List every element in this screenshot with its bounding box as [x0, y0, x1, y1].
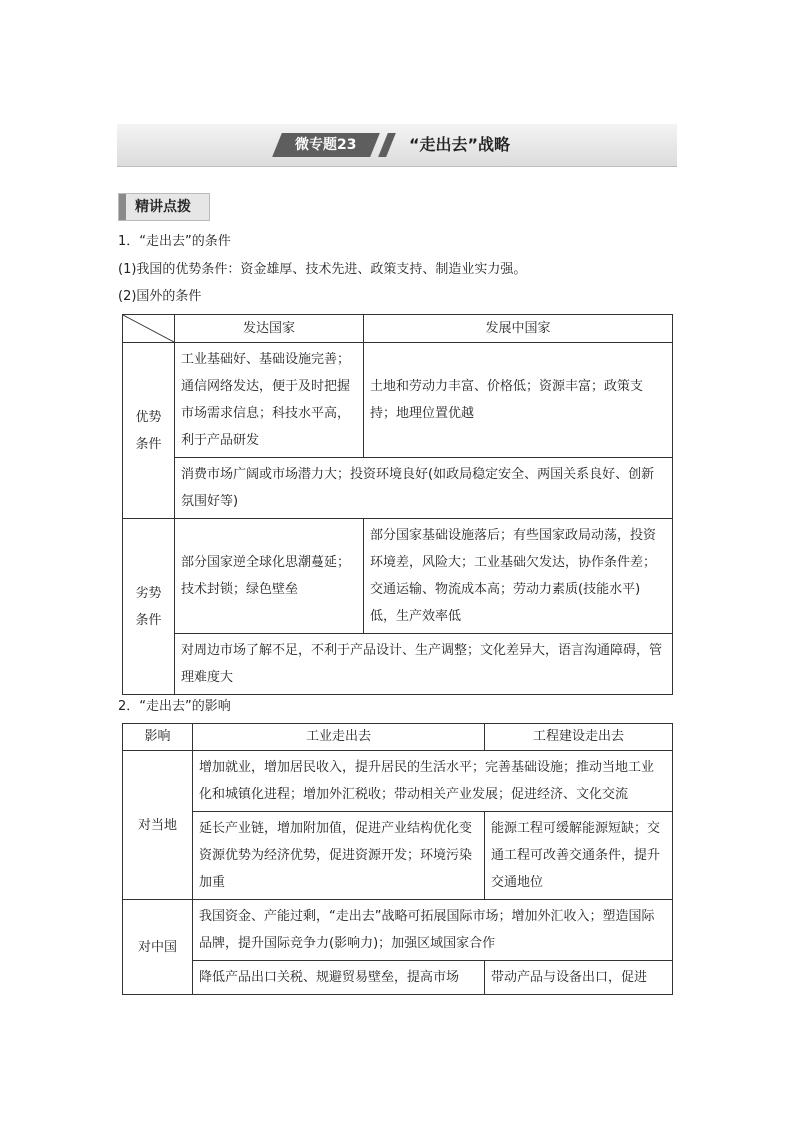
corner-diagonal-cell	[123, 315, 175, 343]
section-heading	[118, 193, 210, 221]
cell-china-engineering: 带动产品与设备出口，促进	[485, 961, 673, 995]
header-developed: 发达国家	[175, 315, 364, 343]
row-label-disadvantage: 劣势条件	[123, 519, 175, 695]
point1-heading: 1．“走出去”的条件	[118, 234, 231, 249]
section-heading-label: 精讲点拨	[135, 199, 191, 215]
header-engineering: 工程建设走出去	[485, 724, 673, 751]
page-title: “走出去”战略	[409, 135, 511, 154]
cell-local-industry: 延长产业链，增加附加值，促进产业结构优化变资源优势为经济优势，促进资源开发；环境污染加重	[193, 812, 485, 900]
cell-local-common: 增加就业，增加居民收入，提升居民的生活水平；完善基础设施；推动当地工业化和城镇化进程；增加外汇税收；带动相关产业发展；促进经济、文化交流	[193, 751, 673, 812]
topic-tag: 微专题23	[272, 133, 380, 157]
cell-local-engineering: 能源工程可缓解能源短缺；交通工程可改善交通条件，提升交通地位	[485, 812, 673, 900]
cell-adv-developing: 土地和劳动力丰富、价格低；资源丰富；政策支持；地理位置优越	[364, 343, 673, 458]
cell-adv-developed: 工业基础好、基础设施完善；通信网络发达，便于及时把握市场需求信息；科技水平高，利于产品研发	[175, 343, 364, 458]
row-label-local: 对当地	[123, 751, 193, 900]
cell-china-common: 我国资金、产能过剩，“走出去”战略可拓展国际市场；增加外汇收入；塑造国际品牌，提升国际竞争力(影响力)；加强区域国家合作	[193, 900, 673, 961]
header-developing: 发展中国家	[364, 315, 673, 343]
cell-dis-developing: 部分国家基础设施落后；有些国家政局动荡，投资环境差，风险大；工业基础欠发达，协作条件差；交通运输、物流成本高；劳动力素质(技能水平)低，生产效率低	[364, 519, 673, 634]
point2-heading: 2．“走出去”的影响	[118, 699, 231, 714]
cell-china-industry: 降低产品出口关税、规避贸易壁垒，提高市场	[193, 961, 485, 995]
row-label-china: 对中国	[123, 900, 193, 995]
cell-adv-common: 消费市场广阔或市场潜力大；投资环境良好(如政局稳定安全、两国关系良好、创新氛围好等)	[175, 458, 673, 519]
impact-table	[122, 723, 673, 995]
cell-dis-developed: 部分国家逆全球化思潮蔓延；技术封锁；绿色壁垒	[175, 519, 364, 634]
row-label-advantage: 优势条件	[123, 343, 175, 519]
banner-slash-decoration	[378, 133, 396, 157]
cell-dis-common: 对周边市场了解不足，不利于产品设计、生产调整；文化差异大，语言沟通障碍，管理难度大	[175, 634, 673, 695]
conditions-table	[122, 314, 673, 695]
point1-line2: (2)国外的条件	[118, 289, 202, 304]
header-industry: 工业走出去	[193, 724, 485, 751]
header-impact: 影响	[123, 724, 193, 751]
point1-line1: (1)我国的优势条件：资金雄厚、技术先进、政策支持、制造业实力强。	[118, 262, 527, 277]
title-banner	[117, 124, 677, 167]
